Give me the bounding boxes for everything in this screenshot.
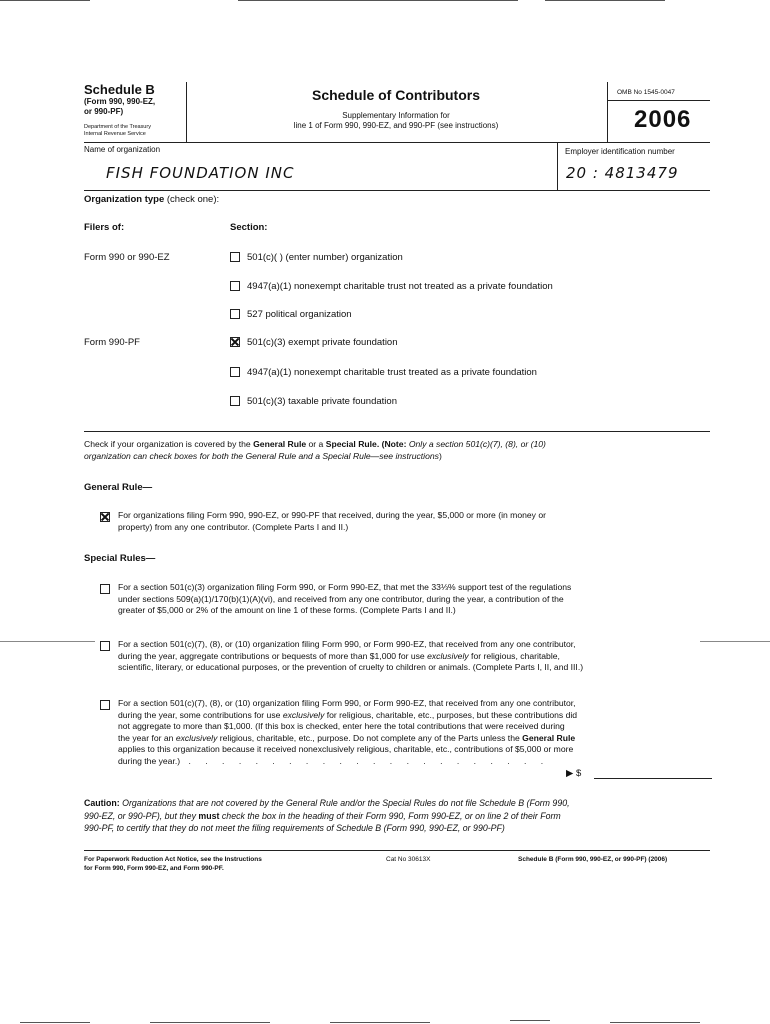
intro-note: (Note: [379, 439, 409, 449]
checkbox-special-2[interactable] [100, 641, 110, 651]
dept-treasury: Department of the Treasury [84, 124, 151, 130]
opt-501c: 501(c)( ) (enter number) organization [247, 252, 403, 263]
special-rule-italic: exclusively [282, 709, 325, 720]
form-ref: (Form 990, 990-EZ, [84, 97, 156, 106]
footer-schedule-ref: Schedule B (Form 990, 990-EZ, or 990-PF) (2006) [518, 856, 668, 863]
special-rule-line: For a section 501(c)(7), (8), or (10) organization filing Form 990, or Form 990-EZ, that received from any one contributor, [118, 639, 576, 649]
special-rule-line: scientific, literary, or educational purposes, or the prevention of cruelty to children or animals. (Complete Parts I, II, and III.) [118, 662, 584, 672]
rules-intro [84, 439, 714, 462]
special-rule-line: during the year.) [118, 755, 181, 766]
special-rule-2 [118, 639, 718, 674]
checkbox-527[interactable] [230, 309, 240, 319]
special-rule-line: not aggregate to more than $1,000. (If this box is checked, enter here the total contributions that were received during [118, 721, 565, 731]
special-rule-3 [118, 698, 718, 767]
special-rule-line: applies to this organization because it received nonexclusively religious, charitable, etc., contributions of $5,000 or more [118, 744, 574, 754]
general-rule-line: For organizations filing Form 990, 990-EZ, or 990-PF that received, during the year, $5,000 or more (in money or [118, 510, 546, 520]
intro-italic: organization can check boxes for both the General Rule and a Special Rule—see instructions [84, 450, 439, 461]
checkbox-501c3-taxable[interactable] [230, 396, 240, 406]
general-rule-text [118, 510, 718, 533]
intro-text: or a [306, 439, 326, 449]
schedule-label: Schedule B [84, 82, 155, 97]
special-rule-line: greater of $5,000 or 2% of the amount on line 1 of these forms. (Complete Parts I and II.) [118, 605, 456, 615]
caution-text: Organizations that are not covered by the General Rule and/or the Special Rules do not file Schedule B (Form 990, [122, 798, 570, 808]
special-rule-line: For a section 501(c)(3) organization filing Form 990, or Form 990-EZ, that met the 33⅓% support test of the regulations [118, 582, 572, 592]
omb-divider [607, 100, 710, 101]
intro-special-rule: Special Rule. [325, 439, 380, 449]
special-rule-bold: General Rule [522, 732, 576, 743]
special-rule-line: during the year, some contributions for use [118, 709, 283, 720]
subtitle: line 1 of Form 990, 990-EZ, and 990-PF (see instructions) [293, 121, 499, 130]
caution-note [84, 797, 714, 835]
ein-value: 20 : 4813479 [566, 164, 679, 182]
section-rule [84, 431, 710, 432]
leader-dots: . . . . . . . . . . . . . . . . . . . . . . [180, 755, 550, 766]
scan-artifact [0, 0, 90, 1]
header-divider [607, 82, 608, 142]
special-rule-line: during the year, aggregate contributions or bequests of more than $1,000 for use [118, 650, 428, 661]
special-rule-line: for religious, charitable, etc., purposes, but these contributions did [324, 709, 578, 720]
opt-4947-pf: 4947(a)(1) nonexempt charitable trust treated as a private foundation [247, 367, 537, 378]
general-rule-header: General Rule— [84, 482, 153, 493]
checkbox-4947-nonpf[interactable] [230, 281, 240, 291]
special-rule-line: for religious, charitable, [468, 650, 560, 661]
org-name-label: Name of organization [84, 145, 161, 154]
intro-text: ) [438, 450, 442, 461]
caution-must: must [198, 810, 220, 821]
section-header: Section: [230, 222, 268, 233]
caution-text: 990-PF, to certify that they do not meet the filing requirements of Schedule B (Form 990, 990-EZ, or 990-PF) [84, 823, 505, 833]
ein-label: Employer identification number [565, 147, 675, 156]
opt-501c3-pf: 501(c)(3) exempt private foundation [247, 337, 398, 348]
page-title: Schedule of Contributors [312, 87, 480, 103]
opt-501c3-taxable: 501(c)(3) taxable private foundation [247, 396, 397, 407]
amount-field[interactable] [594, 778, 712, 779]
filers-header: Filers of: [84, 222, 125, 233]
org-name-value: FISH FOUNDATION INC [106, 164, 295, 182]
irs: Internal Revenue Service [84, 131, 146, 137]
opt-527: 527 political organization [247, 309, 352, 320]
checkbox-501c3-pf[interactable] [230, 337, 240, 347]
intro-italic: Only a section 501(c)(7), (8), or (10) [408, 439, 546, 449]
footer-cat-number: Cat No 30613X [386, 856, 431, 863]
footer-rule [84, 850, 710, 851]
form-ref: or 990-PF) [84, 107, 124, 116]
caution-text: check the box in the heading of their Form 990, Form 990-EZ, or on line 2 of their Form [219, 810, 561, 821]
general-rule-line: property) from any one contributor. (Complete Parts I and II.) [118, 521, 349, 532]
special-rule-italic: exclusively [427, 650, 469, 661]
special-rule-1 [118, 582, 718, 617]
org-type-note: (check one): [166, 194, 220, 205]
special-rule-line: For a section 501(c)(7), (8), or (10) organization filing Form 990, or Form 990-EZ, that received from any one contributor, [118, 698, 576, 708]
scan-artifact [510, 1020, 550, 1021]
special-rule-line: the year for an [118, 732, 176, 743]
header-rule [84, 142, 710, 143]
special-rule-line: religious, charitable, etc., purpose. Do not complete any of the Parts unless the [217, 732, 523, 743]
form-990-label: Form 990 or 990-EZ [84, 252, 170, 263]
checkbox-special-3[interactable] [100, 700, 110, 710]
scan-artifact [330, 1022, 430, 1023]
scan-artifact [0, 641, 95, 642]
checkbox-4947-pf[interactable] [230, 367, 240, 377]
special-rule-line: under sections 509(a)(1)/170(b)(1)(A)(vi), and received from any one contributor, during the year, a contribution of the [118, 593, 564, 604]
amount-arrow: ▶ $ [566, 768, 582, 779]
org-type-label [84, 194, 219, 205]
org-type-title: Organization type [84, 194, 165, 205]
intro-general-rule: General Rule [253, 439, 307, 449]
scan-artifact [545, 0, 665, 1]
checkbox-general-rule[interactable] [100, 512, 110, 522]
subtitle: Supplementary Information for [342, 111, 450, 120]
scan-artifact [610, 1022, 700, 1023]
scan-artifact [238, 0, 518, 1]
opt-4947-nonpf: 4947(a)(1) nonexempt charitable trust not treated as a private foundation [247, 281, 553, 292]
intro-text: Check if your organization is covered by the [84, 439, 254, 449]
special-rules-header: Special Rules— [84, 553, 156, 564]
checkbox-501c[interactable] [230, 252, 240, 262]
org-rule [84, 190, 710, 191]
scan-artifact [150, 1022, 270, 1023]
scan-artifact [20, 1022, 90, 1023]
checkbox-special-1[interactable] [100, 584, 110, 594]
footer-paperwork: for Form 990, Form 990-EZ, and Form 990-PF. [84, 865, 224, 872]
ein-divider [557, 142, 558, 190]
omb-number: OMB No 1545-0047 [617, 89, 675, 96]
caution-label: Caution: [84, 798, 123, 808]
caution-text: 990-EZ, or 990-PF), but they [84, 810, 199, 821]
tax-year: 2006 [634, 106, 692, 133]
footer-paperwork: For Paperwork Reduction Act Notice, see the Instructions [84, 856, 262, 863]
special-rule-italic: exclusively [175, 732, 218, 743]
form-990pf-label: Form 990-PF [84, 337, 140, 348]
